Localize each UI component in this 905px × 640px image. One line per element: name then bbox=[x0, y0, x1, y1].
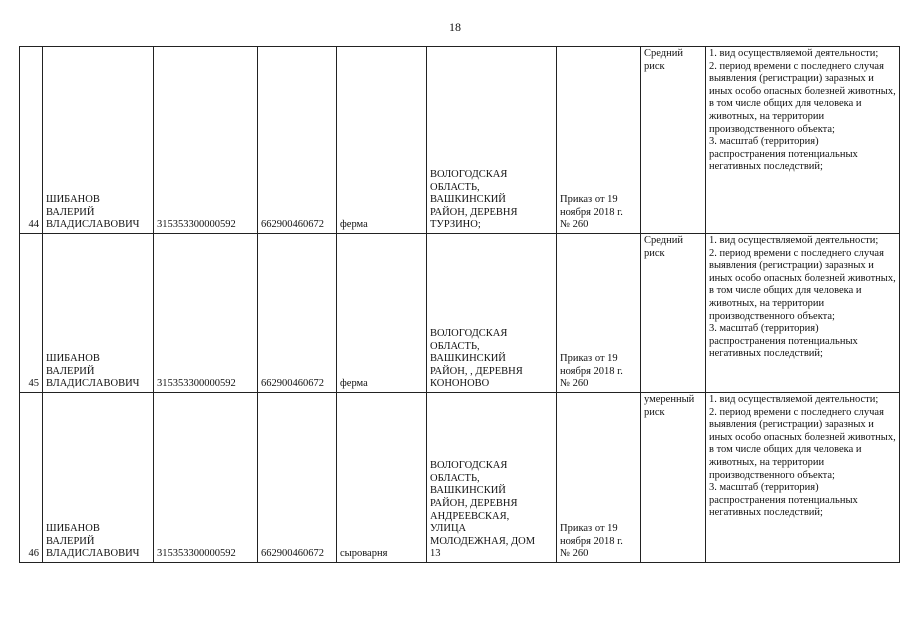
risk-criteria: 1. вид осуществляемой деятельности; 2. период времени с последнего случая выявления (регистрации) заразных и иных особо опасных болезней животных, в том числе общих для человека и животных, на территории производственного объекта; 3. масштаб (территория) распространения потенциальных негативных последствий; bbox=[706, 393, 900, 563]
object-address: ВОЛОГОДСКАЯ ОБЛАСТЬ, ВАШКИНСКИЙ РАЙОН, ДЕРЕВНЯ ТУРЗИНО; bbox=[427, 47, 557, 234]
table-row bbox=[20, 47, 900, 234]
object-address: ВОЛОГОДСКАЯ ОБЛАСТЬ, ВАШКИНСКИЙ РАЙОН, , ДЕРЕВНЯ КОНОНОВО bbox=[427, 234, 557, 393]
risk-category: Средний риск bbox=[641, 47, 706, 234]
risk-category: умеренный риск bbox=[641, 393, 706, 563]
row-index: 44 bbox=[20, 47, 43, 234]
inn: 662900460672 bbox=[258, 234, 337, 393]
owner-name: ШИБАНОВ ВАЛЕРИЙ ВЛАДИСЛАВОВИЧ bbox=[43, 393, 154, 563]
inn: 662900460672 bbox=[258, 47, 337, 234]
order-reference: Приказ от 19 ноября 2018 г. № 260 bbox=[557, 234, 641, 393]
object-address: ВОЛОГОДСКАЯ ОБЛАСТЬ, ВАШКИНСКИЙ РАЙОН, ДЕРЕВНЯ АНДРЕЕВСКАЯ, УЛИЦА МОЛОДЕЖНАЯ, ДОМ 13 bbox=[427, 393, 557, 563]
ogrn: 315353300000592 bbox=[154, 47, 258, 234]
object-type: сыроварня bbox=[337, 393, 427, 563]
owner-name: ШИБАНОВ ВАЛЕРИЙ ВЛАДИСЛАВОВИЧ bbox=[43, 47, 154, 234]
ogrn: 315353300000592 bbox=[154, 234, 258, 393]
object-type: ферма bbox=[337, 234, 427, 393]
table-row bbox=[20, 234, 900, 393]
table-row bbox=[20, 393, 900, 563]
row-index: 46 bbox=[20, 393, 43, 563]
order-reference: Приказ от 19 ноября 2018 г. № 260 bbox=[557, 393, 641, 563]
row-index: 45 bbox=[20, 234, 43, 393]
risk-criteria: 1. вид осуществляемой деятельности; 2. период времени с последнего случая выявления (регистрации) заразных и иных особо опасных болезней животных, в том числе общих для человека и животных, на территории производственного объекта; 3. масштаб (территория) распространения потенциальных негативных последствий; bbox=[706, 47, 900, 234]
owner-name: ШИБАНОВ ВАЛЕРИЙ ВЛАДИСЛАВОВИЧ bbox=[43, 234, 154, 393]
risk-category: Средний риск bbox=[641, 234, 706, 393]
risk-criteria: 1. вид осуществляемой деятельности; 2. период времени с последнего случая выявления (регистрации) заразных и иных особо опасных болезней животных, в том числе общих для человека и животных, на территории производственного объекта; 3. масштаб (территория) распространения потенциальных негативных последствий; bbox=[706, 234, 900, 393]
inn: 662900460672 bbox=[258, 393, 337, 563]
ogrn: 315353300000592 bbox=[154, 393, 258, 563]
risk-registry-table bbox=[19, 46, 900, 563]
page-number: 18 bbox=[449, 20, 461, 34]
object-type: ферма bbox=[337, 47, 427, 234]
order-reference: Приказ от 19 ноября 2018 г. № 260 bbox=[557, 47, 641, 234]
